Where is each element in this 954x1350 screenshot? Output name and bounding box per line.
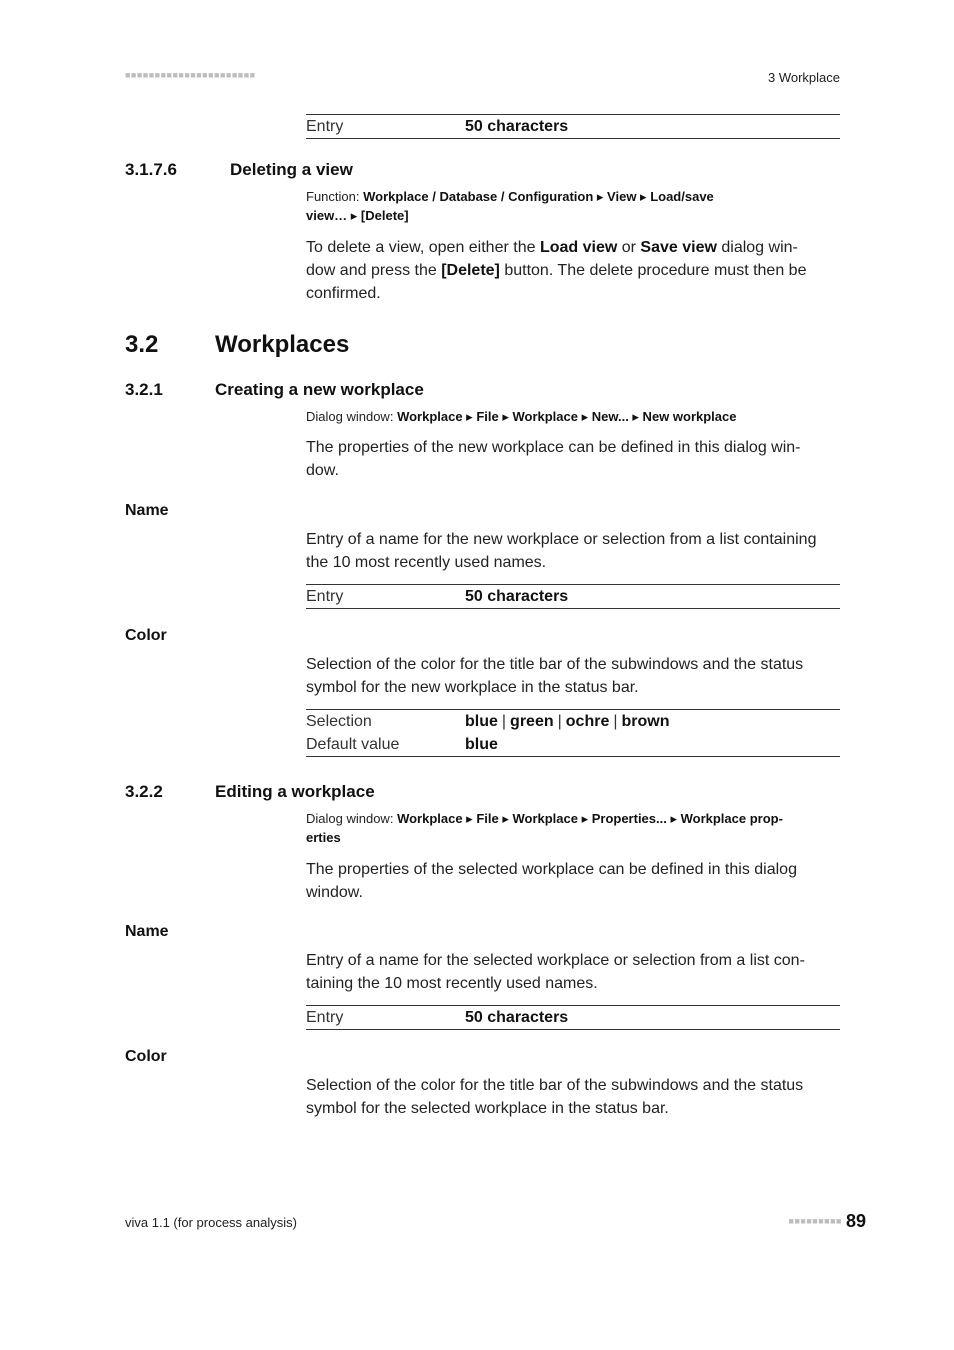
- table-key: Entry: [306, 587, 344, 605]
- name-description: [306, 528, 840, 574]
- edit-workplace-intro: [306, 858, 840, 904]
- table-row: [306, 733, 840, 756]
- color-description: [306, 1074, 840, 1120]
- section-title: Editing a workplace: [215, 782, 375, 801]
- text: the 10 most recently used names.: [306, 554, 547, 571]
- text: Selection of the color for the title bar of the subwindows and the status: [306, 1077, 804, 1094]
- name-label: Name: [125, 923, 169, 940]
- text: symbol for the selected workplace in the status bar.: [306, 1100, 669, 1117]
- separator: |: [501, 712, 507, 730]
- table-value: 50 characters: [465, 587, 569, 605]
- name-description: [306, 949, 840, 995]
- text: To delete a view, open either the: [306, 239, 540, 256]
- separator: |: [557, 712, 562, 730]
- page-number-block: [789, 1211, 866, 1232]
- function-path-line2: view… ▸ [Delete]: [306, 208, 409, 223]
- option-brown: brown: [621, 712, 670, 730]
- table-key: Default value: [306, 735, 400, 753]
- text: symbol for the new workplace in the status bar.: [306, 679, 639, 696]
- dialog-path-line2: erties: [306, 830, 341, 845]
- text: dow.: [306, 462, 339, 479]
- function-path-line1: Workplace / Database / Configuration ▸ View ▸ Load/save: [363, 189, 714, 204]
- color-label: Color: [125, 627, 167, 644]
- section-title: Creating a new workplace: [215, 380, 424, 399]
- text: The properties of the selected workplace can be defined in this dialog: [306, 861, 797, 878]
- color-description: [306, 653, 840, 699]
- name-entry-table: [306, 1005, 840, 1030]
- table-key: Entry: [306, 117, 344, 135]
- section-title: Workplaces: [215, 331, 350, 358]
- function-label: Function:: [306, 189, 360, 204]
- section-number: 3.1.7.6: [125, 160, 177, 179]
- name-label: Name: [125, 502, 169, 519]
- dialog-path-line1: Workplace ▸ File ▸ Workplace ▸ Properties... ▸ Workplace prop-: [397, 811, 783, 826]
- text: confirmed.: [306, 285, 381, 302]
- header-decoration: ■■■■■■■■■■■■■■■■■■■■■■: [125, 70, 256, 80]
- color-selection-table: [306, 709, 840, 757]
- table-value: 50 characters: [465, 1008, 569, 1026]
- dialog-label: Dialog window:: [306, 409, 394, 424]
- text: or: [617, 239, 641, 256]
- text: window.: [306, 884, 363, 901]
- dialog-path-text: Workplace ▸ File ▸ Workplace ▸ New... ▸ New workplace: [397, 409, 737, 424]
- heading-editing-workplace: [125, 782, 375, 802]
- page-number: 89: [845, 1211, 866, 1231]
- text: taining the 10 most recently used names.: [306, 975, 598, 992]
- separator: |: [613, 712, 618, 730]
- function-path: [306, 187, 840, 225]
- heading-workplaces: [125, 331, 349, 359]
- text: Entry of a name for the selected workplace or selection from a list con-: [306, 952, 805, 969]
- save-view-term: Save view: [640, 239, 717, 256]
- delete-view-paragraph: [306, 236, 840, 305]
- dialog-path: [306, 407, 840, 426]
- text: Entry of a name for the new workplace or selection from a list containing: [306, 531, 817, 548]
- dialog-path: [306, 809, 840, 847]
- table-value: blue: [465, 735, 498, 753]
- entry-table-top: [306, 114, 840, 139]
- footer-decoration: ■■■■■■■■■: [788, 1216, 842, 1226]
- table-row: [306, 710, 840, 733]
- section-number: 3.2.1: [125, 380, 163, 399]
- table-value: [465, 713, 670, 731]
- table-key: Entry: [306, 1008, 344, 1026]
- option-ochre: ochre: [565, 712, 610, 730]
- name-entry-table: [306, 584, 840, 609]
- new-workplace-intro: [306, 436, 840, 482]
- load-view-term: Load view: [539, 239, 618, 256]
- option-green: green: [510, 712, 554, 730]
- table-key: Selection: [306, 712, 372, 730]
- text: Selection of the color for the title bar of the subwindows and the status: [306, 656, 804, 673]
- running-header: 3 Workplace: [767, 70, 840, 85]
- heading-deleting-a-view: [125, 160, 353, 180]
- table-value: 50 characters: [465, 117, 569, 135]
- text: The properties of the new workplace can be defined in this dialog win-: [306, 439, 801, 456]
- section-number: 3.2.2: [125, 782, 163, 801]
- option-blue: blue: [465, 712, 498, 730]
- text: button. The delete procedure must then be: [499, 262, 807, 279]
- section-number: 3.2: [125, 331, 159, 358]
- color-label: Color: [125, 1048, 167, 1065]
- delete-button-term: [Delete]: [441, 262, 500, 279]
- dialog-label: Dialog window:: [306, 811, 394, 826]
- heading-creating-new-workplace: [125, 380, 424, 400]
- text: dow and press the: [306, 262, 442, 279]
- text: dialog win-: [716, 239, 798, 256]
- footer-product: viva 1.1 (for process analysis): [125, 1215, 297, 1230]
- section-title: Deleting a view: [230, 160, 353, 179]
